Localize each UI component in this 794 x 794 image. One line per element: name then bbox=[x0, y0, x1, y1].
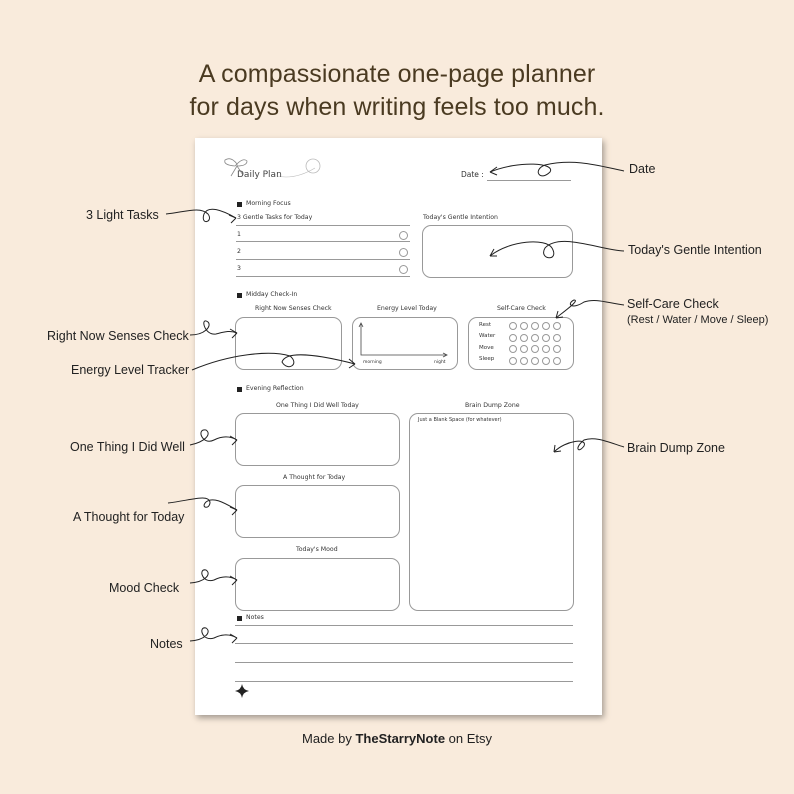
brain-dump-hint: Just a Blank Space (for whatever) bbox=[418, 417, 502, 423]
arrow-date bbox=[490, 162, 624, 176]
annotation-senses: Right Now Senses Check bbox=[47, 329, 189, 343]
footer-prefix: Made by bbox=[301, 731, 356, 746]
selfcare-rest-label: Rest bbox=[479, 322, 491, 328]
senses-label: Right Now Senses Check bbox=[255, 305, 332, 312]
morning-section-title: Morning Focus bbox=[246, 200, 291, 207]
intention-label: Today's Gentle Intention bbox=[423, 214, 498, 221]
evening-section-title: Evening Reflection bbox=[246, 385, 304, 392]
selfcare-water-label: Water bbox=[479, 333, 496, 339]
annotation-notes: Notes bbox=[150, 637, 183, 651]
annotation-energy: Energy Level Tracker bbox=[71, 363, 190, 377]
annotation-intention: Today's Gentle Intention bbox=[628, 243, 762, 257]
did-well-label: One Thing I Did Well Today bbox=[276, 402, 359, 409]
footer-credit bbox=[0, 731, 794, 746]
selfcare-move-label: Move bbox=[479, 345, 494, 351]
footer-brand[interactable]: TheStarryNote bbox=[355, 731, 446, 746]
footer-suffix: on Etsy bbox=[445, 731, 493, 746]
arrow-energy bbox=[192, 353, 355, 370]
arrow-selfcare bbox=[556, 300, 624, 318]
annotation-mood: Mood Check bbox=[109, 581, 180, 595]
annotation-did-well: One Thing I Did Well bbox=[70, 440, 185, 454]
energy-axis-end: night bbox=[434, 360, 446, 365]
annotation-date: Date bbox=[629, 162, 656, 176]
brain-dump-label: Brain Dump Zone bbox=[465, 402, 520, 409]
arrow-brain-dump bbox=[554, 439, 624, 452]
selfcare-sleep-label: Sleep bbox=[479, 356, 495, 362]
planner-title: Daily Plan bbox=[237, 170, 282, 180]
arrow-tasks-head bbox=[229, 215, 236, 223]
task-number-3: 3 bbox=[237, 265, 241, 272]
annotation-brain-dump: Brain Dump Zone bbox=[627, 441, 725, 455]
selfcare-label: Self-Care Check bbox=[497, 305, 546, 312]
date-label: Date : bbox=[461, 170, 484, 179]
task-number-1: 1 bbox=[237, 231, 241, 238]
headline-line-1: A compassionate one-page planner bbox=[198, 60, 596, 88]
energy-label: Energy Level Today bbox=[377, 305, 437, 312]
tasks-label: 3 Gentle Tasks for Today bbox=[237, 214, 313, 221]
notes-section-title: Notes bbox=[246, 614, 264, 621]
annotation-thought: A Thought for Today bbox=[73, 510, 185, 524]
arrow-intention-head bbox=[490, 249, 497, 256]
arrow-senses bbox=[190, 321, 237, 335]
thought-label: A Thought for Today bbox=[283, 474, 346, 481]
arrow-senses-head bbox=[230, 329, 237, 338]
arrow-thought bbox=[168, 498, 237, 510]
midday-section-title: Midday Check-In bbox=[246, 291, 298, 298]
arrow-did-well bbox=[190, 430, 237, 445]
task-number-2: 2 bbox=[237, 248, 241, 255]
annotation-light-tasks: 3 Light Tasks bbox=[86, 208, 159, 222]
arrow-thought-head bbox=[230, 507, 237, 515]
mood-label: Today's Mood bbox=[296, 546, 338, 553]
energy-axis-start: morning bbox=[363, 360, 382, 365]
annotation-selfcare: Self-Care Check bbox=[627, 297, 719, 311]
arrow-tasks bbox=[166, 209, 236, 221]
arrow-intention bbox=[490, 241, 624, 257]
headline-line-2: for days when writing feels too much. bbox=[189, 93, 605, 121]
annotation-selfcare-sub: (Rest / Water / Move / Sleep) bbox=[627, 314, 769, 326]
